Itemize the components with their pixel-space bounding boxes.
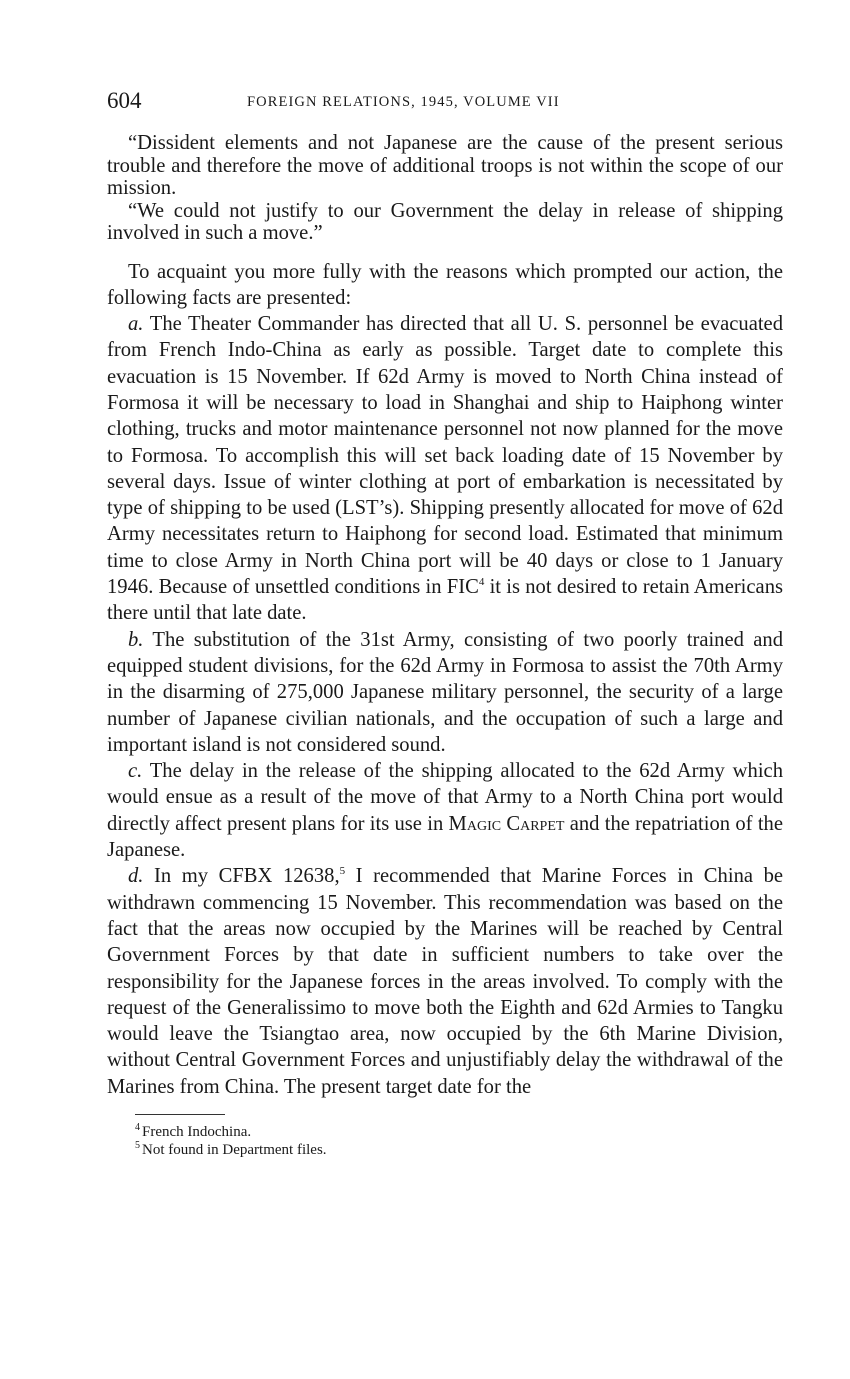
quote-paragraph: “We could not justify to our Government the delay in release of shipping involved in such a move.” (107, 199, 783, 244)
body-text (107, 132, 783, 1100)
quoted-telegram (107, 132, 783, 245)
footnotes (135, 1123, 783, 1159)
item-c-paragraph (107, 758, 783, 863)
footnote-marker: 5 (135, 1140, 140, 1151)
running-head (107, 88, 783, 118)
footnote (135, 1141, 783, 1159)
footnote-text: Not found in Department files. (142, 1142, 327, 1158)
running-head-title: FOREIGN RELATIONS, 1945, VOLUME VII (247, 94, 560, 110)
intro-paragraph: To acquaint you more fully with the reasons which prompted our action, the following facts are presented: (107, 260, 783, 309)
footnote-reference: 4 (478, 576, 485, 589)
footnote (135, 1123, 783, 1141)
quote-paragraph: “Dissident elements and not Japanese are the cause of the present serious trouble and therefore the move of additional troops is not within the scope of our mission. (107, 132, 783, 199)
item-letter: d. (128, 865, 144, 888)
item-b-paragraph (107, 627, 783, 758)
main-text (107, 259, 783, 1101)
footnote-reference: 5 (339, 865, 346, 878)
item-letter: a. (128, 313, 144, 336)
footnote-text: French Indochina. (142, 1124, 252, 1140)
item-text: it is not desired to retain Americans there until that late date. (107, 576, 784, 625)
item-letter: b. (128, 628, 144, 651)
footnote-divider (135, 1114, 225, 1115)
item-a-paragraph (107, 311, 783, 627)
item-text: The delay in the release of the shipping allocated to the 62d Army which would ensue as a result of the move of that Army to a North China port would directly affect present plans for its use in (107, 760, 783, 835)
item-letter: c. (128, 760, 143, 783)
item-text: In my CFBX 12638, (143, 865, 340, 888)
operation-name: Magic Carpet (448, 812, 565, 835)
item-d-paragraph (107, 863, 783, 1100)
document-page (107, 88, 783, 1159)
footnote-marker: 4 (135, 1122, 140, 1133)
item-text: I recommended that Marine Forces in China be withdrawn commencing 15 November. This recommendation was based on the fact that the areas now occupied by the Marines will be reached by Central Government Forces by that date in sufficient numbers to take over the responsibility for the Japanese forces in the areas involved. To comply with the request of the Generalissimo to move both the Eighth and 62d Armies to Tangku would leave the Tsiangtao area, now occupied by the 6th Marine Division, without Central Government Forces and unjustifiably delay the withdrawal of the Marines from China. The present target date for the (107, 865, 784, 1098)
page-number: 604 (107, 88, 142, 113)
item-text: and the repatriation of the Japanese. (107, 812, 783, 862)
item-text: The Theater Commander has directed that all U. S. personnel be evacuated from French Indo-China as early as possible. Target date to complete this evacuation is 15 November. If 62d Army is moved to North China instead of Formosa it will be necessary to load in Shanghai and ship to Haiphong winter clothing, trucks and motor maintenance personnel not now planned for the move to Formosa. To accomplish this will set back loading date of 15 November by several days. Issue of winter clothing at port of embarkation is necessitated by type of shipping to be used (LST’s). Shipping presently allocated for move of 62d Army necessitates return to Haiphong for second load. Estimated that minimum time to close Army in North China port will be 40 days or close to 1 January 1946. Because of unsettled conditions in FIC (107, 313, 783, 599)
item-text: The substitution of the 31st Army, consisting of two poorly trained and equipped student divisions, for the 62d Army in Formosa to assist the 70th Army in the disarming of 275,000 Japanese military personnel, the security of a large number of Japanese civilian nationals, and the occupation of such a large and important island is not considered sound. (107, 628, 783, 756)
